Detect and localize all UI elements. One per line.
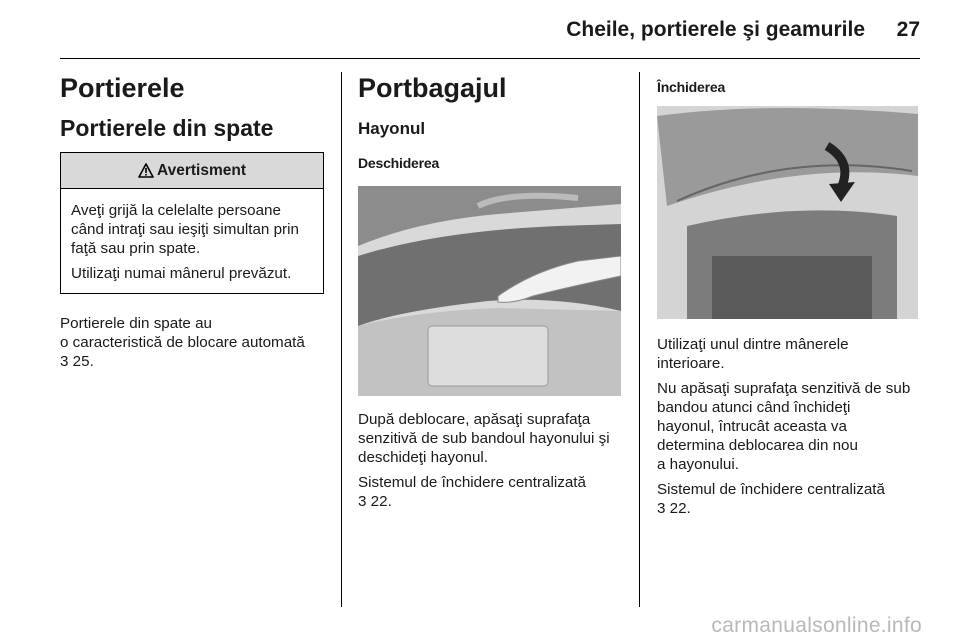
warning-text: Aveţi grijă la celelalte persoane când intraţi sau ieşiţi simultan prin faţă sau prin spate. xyxy=(71,202,299,257)
body-paragraph: Portierele din spate au o caracteristică de blocare automată xyxy=(60,315,305,351)
reference-page: 25. xyxy=(68,353,94,370)
header-title: Cheile, portierele şi geamurile xyxy=(566,18,865,41)
column-doors xyxy=(60,72,324,371)
warning-box xyxy=(60,152,324,294)
reference-page: 22. xyxy=(665,500,691,517)
reference-arrow-icon: 3 xyxy=(657,500,666,517)
body-paragraph-3: Sistemul de închidere centralizată xyxy=(657,481,885,498)
reference-page: 22. xyxy=(366,493,392,510)
reference-arrow-icon: 3 xyxy=(358,493,367,510)
body-paragraph: Utilizaţi unul dintre mânerele interioare. xyxy=(657,336,849,372)
warning-body xyxy=(61,189,323,293)
page-reference xyxy=(657,499,922,518)
warning-text-2: Utilizaţi numai mânerul prevăzut. xyxy=(71,265,292,282)
body-paragraph: După deblocare, apăsaţi suprafaţa senzitivă de sub bandoul hayonului şi deschideţi hayonul. xyxy=(358,411,610,466)
warning-header xyxy=(61,153,323,189)
column-closing xyxy=(657,72,922,518)
page-reference xyxy=(358,492,624,511)
section-heading: Portbagajul xyxy=(358,73,507,103)
procedure-heading: Închiderea xyxy=(657,79,726,95)
section-heading: Portierele xyxy=(60,73,185,103)
column-trunk xyxy=(358,72,624,511)
column-divider-1 xyxy=(341,72,342,607)
subsection-heading: Portierele din spate xyxy=(60,115,274,141)
column-divider-2 xyxy=(639,72,640,607)
reference-arrow-icon: 3 xyxy=(60,353,69,370)
body-paragraph-2: Nu apăsaţi suprafaţa senzitivă de sub bandou atunci când închideţi hayonul, întrucât aceasta va determina deblocarea din nou a hayonului. xyxy=(657,380,911,473)
warning-triangle-icon xyxy=(138,163,154,178)
tailgate-closing-illustration xyxy=(657,106,918,319)
page-number: 27 xyxy=(896,18,920,41)
body-paragraph-2: Sistemul de închidere centralizată xyxy=(358,474,586,491)
watermark: carmanualsonline.info xyxy=(711,614,922,637)
page-reference xyxy=(60,352,324,371)
warning-title: Avertisment xyxy=(156,161,246,179)
tailgate-opening-illustration xyxy=(358,186,621,396)
header-rule xyxy=(60,58,920,59)
subsection-heading: Hayonul xyxy=(358,119,426,138)
procedure-heading: Deschiderea xyxy=(358,155,440,171)
